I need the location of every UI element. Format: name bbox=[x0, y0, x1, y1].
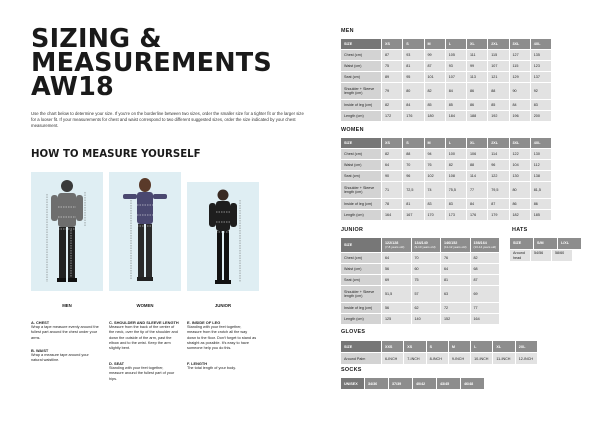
step-heading: D. SEAT bbox=[109, 361, 125, 366]
table-cell: 81 bbox=[441, 275, 470, 285]
table-cell: 85 bbox=[488, 100, 508, 110]
table-cell: 72,5 bbox=[403, 182, 423, 198]
row-label: Length (cm) bbox=[341, 111, 381, 121]
row-label: Waist (cm) bbox=[341, 61, 381, 71]
men-caption: MEN bbox=[62, 303, 72, 308]
table-row bbox=[341, 286, 499, 302]
table-cell: 115 bbox=[510, 61, 530, 71]
table-cell: 108 bbox=[446, 171, 466, 181]
table-cell: 185 bbox=[531, 210, 551, 220]
header-cell: UNISEX bbox=[341, 378, 364, 389]
header-cell: L/XL bbox=[558, 238, 581, 249]
table-cell: 62 bbox=[412, 303, 441, 313]
gloves-section-title: GLOVES bbox=[341, 329, 366, 335]
table-cell: 76 bbox=[425, 160, 445, 170]
step-heading: F. LENGTH bbox=[187, 361, 208, 366]
row-label: Waist (cm) bbox=[341, 264, 381, 274]
row-label: Length (cm) bbox=[341, 210, 381, 220]
table-cell: 58/60 bbox=[552, 250, 572, 261]
step-length bbox=[187, 361, 257, 371]
row-label: Around Palm bbox=[341, 353, 381, 364]
row-label: Length (cm) bbox=[341, 314, 381, 324]
table-cell: 69 bbox=[382, 275, 411, 285]
table-row bbox=[341, 210, 551, 220]
table-cell: 86 bbox=[467, 100, 487, 110]
step-text: Wrap a tape measure evenly around the fullest part around the chest under your arms. bbox=[31, 325, 99, 340]
table-cell: 88 bbox=[488, 83, 508, 99]
table-cell: 71 bbox=[382, 182, 402, 198]
table-header-row bbox=[341, 378, 484, 389]
header-cell: SIZE bbox=[341, 39, 381, 49]
header-cell: XL bbox=[467, 39, 487, 49]
table-cell: 7-INCH bbox=[404, 353, 425, 364]
table-cell: 70 bbox=[403, 160, 423, 170]
header-cell: S bbox=[427, 341, 448, 352]
table-cell: 87 bbox=[488, 199, 508, 209]
header-cell: XS bbox=[404, 341, 425, 352]
size-label: 122/128 bbox=[385, 240, 399, 245]
table-cell: 96 bbox=[403, 171, 423, 181]
table-cell: 82 bbox=[425, 83, 445, 99]
table-row bbox=[341, 50, 551, 60]
table-cell: 64 bbox=[382, 253, 411, 263]
table-cell: 188 bbox=[467, 111, 487, 121]
table-row bbox=[341, 275, 499, 285]
table-cell: 9-INCH bbox=[449, 353, 470, 364]
men-section-title: MEN bbox=[341, 28, 354, 34]
table-cell: 107 bbox=[446, 72, 466, 82]
men-figure-illustration bbox=[31, 172, 103, 291]
header-cell: 2XL bbox=[488, 138, 508, 148]
table-cell: 85 bbox=[425, 100, 445, 110]
step-text: Standing with your feet together, measure from the crotch all the way down to the floor. Don't forget to stand as straight as possible. It's easy to have someone help you do this. bbox=[187, 325, 257, 351]
header-cell: XL bbox=[467, 138, 487, 148]
table-cell: 106 bbox=[467, 149, 487, 159]
header-cell: 3XL bbox=[510, 39, 530, 49]
table-cell: 10-INCH bbox=[471, 353, 492, 364]
header-cell: M bbox=[425, 138, 445, 148]
table-cell: 176 bbox=[403, 111, 423, 121]
intro-text: Use the chart below to determine your size. If you're on the borderline between two sizes, order the smaller size for a tighter fit or the larger size for a looser fit. If your measurements for chest and waist correspond to two different suggested sizes, order the size indicated by your chest measurement. bbox=[31, 111, 304, 128]
row-label: Chest (cm) bbox=[341, 149, 381, 159]
table-header-row bbox=[341, 138, 551, 148]
table-cell: 79 bbox=[382, 83, 402, 99]
row-label: Shoulder + Sleeve length (cm) bbox=[341, 83, 381, 99]
row-label: Seat (cm) bbox=[341, 275, 381, 285]
table-row bbox=[341, 160, 551, 170]
table-row bbox=[341, 303, 499, 313]
table-cell: 113 bbox=[467, 72, 487, 82]
step-text: The total length of your body. bbox=[187, 366, 236, 371]
table-cell: 60 bbox=[412, 264, 441, 274]
table-cell: 170 bbox=[425, 210, 445, 220]
header-cell: 4XL bbox=[531, 138, 551, 148]
table-row bbox=[510, 250, 581, 261]
table-cell: 93 bbox=[446, 61, 466, 71]
table-row bbox=[341, 83, 551, 99]
table-cell: 176 bbox=[467, 210, 487, 220]
header-cell: S bbox=[403, 138, 423, 148]
header-cell bbox=[441, 238, 470, 252]
table-header-row bbox=[341, 238, 499, 252]
table-cell: 79,5 bbox=[488, 182, 508, 198]
table-cell: 114 bbox=[488, 149, 508, 159]
women-model-photo bbox=[109, 172, 181, 291]
step-heading: E. INSIDE OF LEG bbox=[187, 320, 221, 325]
row-label: Chest (cm) bbox=[341, 253, 381, 263]
table-cell: 96 bbox=[488, 160, 508, 170]
step-text: Wrap a measure tape around your natural waistline. bbox=[31, 353, 89, 363]
title-line-1: SIZING & bbox=[31, 24, 162, 54]
header-cell bbox=[412, 238, 441, 252]
table-cell: 95 bbox=[403, 72, 423, 82]
table-cell: 69 bbox=[471, 286, 500, 302]
table-cell: 127 bbox=[510, 50, 530, 60]
table-cell: 172 bbox=[382, 111, 402, 121]
table-cell: 138 bbox=[531, 171, 551, 181]
header-cell: SIZE bbox=[510, 238, 533, 249]
row-label: Inside of leg (cm) bbox=[341, 199, 381, 209]
gloves-size-table bbox=[340, 340, 538, 365]
header-cell: S/M bbox=[534, 238, 557, 249]
table-row bbox=[341, 171, 551, 181]
table-cell: 114 bbox=[467, 171, 487, 181]
table-cell: 40/42 bbox=[413, 378, 436, 389]
table-cell: 122 bbox=[488, 171, 508, 181]
table-cell: 88 bbox=[403, 149, 423, 159]
table-cell: 99 bbox=[467, 61, 487, 71]
table-cell: 99 bbox=[425, 50, 445, 60]
header-cell: 4XL bbox=[531, 39, 551, 49]
table-cell: 105 bbox=[446, 50, 466, 60]
table-cell: 70 bbox=[412, 253, 441, 263]
table-cell: 43/45 bbox=[437, 378, 460, 389]
table-cell: 6-INCH bbox=[382, 353, 403, 364]
table-cell: 140 bbox=[412, 314, 441, 324]
table-cell: 68 bbox=[471, 264, 500, 274]
table-cell: 122 bbox=[510, 149, 530, 159]
table-header-row bbox=[341, 341, 537, 352]
row-label: Seat (cm) bbox=[341, 72, 381, 82]
row-label: Shoulder + Sleeve length (cm) bbox=[341, 182, 381, 198]
table-cell: 90 bbox=[382, 171, 402, 181]
step-chest bbox=[31, 320, 101, 341]
header-cell: XS bbox=[382, 138, 402, 148]
table-cell: 77 bbox=[467, 182, 487, 198]
table-cell: 87 bbox=[382, 50, 402, 60]
step-text: Measure from the back of the center of the neck, over the tip of the shoulder and down the outside of the arm, past the elbow and to the wrist. Keep the arm slightly bent. bbox=[109, 325, 178, 351]
table-cell: 84 bbox=[467, 199, 487, 209]
size-label: 134/140 bbox=[414, 240, 428, 245]
table-cell: 93 bbox=[403, 50, 423, 60]
table-cell: 180 bbox=[425, 111, 445, 121]
table-row bbox=[341, 253, 499, 263]
table-cell: 76 bbox=[441, 253, 470, 263]
step-waist bbox=[31, 348, 101, 364]
table-cell: 78 bbox=[382, 199, 402, 209]
junior-size-table bbox=[340, 237, 500, 325]
women-figure-illustration bbox=[109, 172, 181, 291]
junior-model-photo bbox=[187, 182, 259, 291]
table-cell: 75 bbox=[382, 61, 402, 71]
table-cell: 80 bbox=[403, 83, 423, 99]
table-cell: 54/56 bbox=[531, 250, 551, 261]
table-cell: 152 bbox=[441, 314, 470, 324]
table-cell: 92 bbox=[531, 83, 551, 99]
table-cell: 84 bbox=[446, 83, 466, 99]
age-label: (9-10 years old) bbox=[414, 245, 436, 249]
table-cell: 56 bbox=[382, 303, 411, 313]
table-cell: 82 bbox=[382, 149, 402, 159]
table-cell: 130 bbox=[531, 149, 551, 159]
table-cell: 72 bbox=[441, 303, 470, 313]
junior-caption: JUNIOR bbox=[214, 303, 232, 308]
row-label: Chest (cm) bbox=[341, 50, 381, 60]
step-text: Standing with your feet together, measure around the fullest part of your hips. bbox=[109, 366, 175, 381]
table-cell: 11-INCH bbox=[493, 353, 514, 364]
table-cell: 104 bbox=[510, 160, 530, 170]
row-label: Seat (cm) bbox=[341, 171, 381, 181]
step-heading: B. WAIST bbox=[31, 348, 49, 353]
table-cell: 46/48 bbox=[461, 378, 484, 389]
junior-figure-illustration bbox=[187, 182, 259, 291]
age-label: (7-8 years old) bbox=[385, 245, 405, 249]
table-cell: 80 bbox=[510, 182, 530, 198]
header-cell: S bbox=[403, 39, 423, 49]
table-cell: 135 bbox=[531, 50, 551, 60]
table-cell: 84 bbox=[510, 100, 530, 110]
table-cell: 196 bbox=[510, 111, 530, 121]
page-title bbox=[31, 24, 272, 102]
table-cell: 121 bbox=[488, 72, 508, 82]
table-row bbox=[341, 100, 551, 110]
header-cell bbox=[471, 238, 500, 252]
header-cell: M bbox=[425, 39, 445, 49]
header-cell: L bbox=[471, 341, 492, 352]
table-row bbox=[341, 61, 551, 71]
age-label: (11-12 years old) bbox=[444, 245, 467, 249]
table-row bbox=[341, 111, 551, 121]
table-cell: 164 bbox=[382, 210, 402, 220]
step-inside-leg bbox=[187, 320, 257, 351]
header-cell: SIZE bbox=[341, 138, 381, 148]
table-cell: 81 bbox=[403, 199, 423, 209]
header-cell: XXS bbox=[382, 341, 403, 352]
table-cell: 182 bbox=[510, 210, 530, 220]
table-header-row bbox=[510, 238, 581, 249]
row-label: Inside of leg (cm) bbox=[341, 100, 381, 110]
table-row bbox=[341, 149, 551, 159]
table-cell: 115 bbox=[488, 50, 508, 60]
row-label: Around head bbox=[510, 250, 530, 261]
step-heading: C. SHOULDER AND SLEEVE LENGTH bbox=[109, 320, 179, 325]
socks-size-table bbox=[340, 377, 485, 390]
header-cell: XL bbox=[493, 341, 514, 352]
row-label: Inside of leg (cm) bbox=[341, 303, 381, 313]
how-to-measure-title: HOW TO MEASURE YOURSELF bbox=[31, 149, 201, 160]
table-cell: 87 bbox=[471, 275, 500, 285]
table-cell: 90 bbox=[510, 83, 530, 99]
table-row bbox=[341, 314, 499, 324]
table-cell: 85 bbox=[446, 100, 466, 110]
table-cell: 82 bbox=[446, 160, 466, 170]
table-cell: 64 bbox=[441, 264, 470, 274]
age-label: (13-14 years old) bbox=[473, 245, 497, 249]
hats-section-title: HATS bbox=[512, 227, 528, 233]
table-cell: 88 bbox=[467, 160, 487, 170]
table-cell: 82 bbox=[471, 253, 500, 263]
table-cell: 56 bbox=[382, 264, 411, 274]
table-cell: 111 bbox=[467, 50, 487, 60]
table-cell: 167 bbox=[403, 210, 423, 220]
table-cell: 57 bbox=[412, 286, 441, 302]
header-cell: SIZE bbox=[341, 341, 381, 352]
table-cell: 112 bbox=[531, 160, 551, 170]
header-cell: 2XL bbox=[516, 341, 537, 352]
table-row bbox=[341, 353, 537, 364]
step-seat bbox=[109, 361, 179, 382]
header-cell: SIZE bbox=[341, 238, 381, 252]
title-line-3: AW18 bbox=[31, 72, 115, 102]
table-cell: 83 bbox=[446, 199, 466, 209]
table-cell: 94 bbox=[425, 149, 445, 159]
header-cell: M bbox=[449, 341, 470, 352]
table-cell: 86 bbox=[510, 199, 530, 209]
table-cell: 129 bbox=[510, 72, 530, 82]
table-cell: 123 bbox=[531, 61, 551, 71]
size-label: 146/152 bbox=[444, 240, 458, 245]
table-cell: 51,5 bbox=[382, 286, 411, 302]
table-cell: 75,5 bbox=[446, 182, 466, 198]
socks-section-title: SOCKS bbox=[341, 367, 362, 373]
table-cell: 82 bbox=[382, 100, 402, 110]
header-cell: L bbox=[446, 39, 466, 49]
junior-section-title: JUNIOR bbox=[341, 227, 364, 233]
table-cell: 8-INCH bbox=[427, 353, 448, 364]
table-cell: 130 bbox=[510, 171, 530, 181]
table-cell: 64 bbox=[382, 160, 402, 170]
hats-size-table bbox=[510, 238, 581, 261]
row-label: Shoulder + Sleeve length (cm) bbox=[341, 286, 381, 302]
table-cell: 84 bbox=[403, 100, 423, 110]
table-cell: 83 bbox=[425, 199, 445, 209]
women-size-table bbox=[340, 137, 552, 221]
table-cell: 37/39 bbox=[389, 378, 412, 389]
women-caption: WOMEN bbox=[136, 303, 154, 308]
table-cell: 75 bbox=[412, 275, 441, 285]
table-cell: 89 bbox=[382, 72, 402, 82]
table-cell: 77 bbox=[471, 303, 500, 313]
header-cell bbox=[382, 238, 411, 252]
table-cell: 83 bbox=[531, 100, 551, 110]
step-shoulder-sleeve bbox=[109, 320, 179, 351]
header-cell: L bbox=[446, 138, 466, 148]
table-cell: 101 bbox=[425, 72, 445, 82]
men-model-photo bbox=[31, 172, 103, 291]
table-row bbox=[341, 199, 551, 209]
size-label: 158/164 bbox=[473, 240, 487, 245]
header-cell: XS bbox=[382, 39, 402, 49]
table-cell: 107 bbox=[488, 61, 508, 71]
table-cell: 100 bbox=[446, 149, 466, 159]
table-cell: 125 bbox=[382, 314, 411, 324]
table-cell: 12-INCH bbox=[516, 353, 537, 364]
table-cell: 137 bbox=[531, 72, 551, 82]
table-header-row bbox=[341, 39, 551, 49]
table-cell: 81,5 bbox=[531, 182, 551, 198]
table-cell: 86 bbox=[531, 199, 551, 209]
step-heading: A. CHEST bbox=[31, 320, 50, 325]
table-cell: 164 bbox=[471, 314, 500, 324]
table-cell: 102 bbox=[425, 171, 445, 181]
table-cell: 86 bbox=[467, 83, 487, 99]
table-cell: 87 bbox=[425, 61, 445, 71]
table-row bbox=[341, 264, 499, 274]
table-cell: 74 bbox=[425, 182, 445, 198]
women-section-title: WOMEN bbox=[341, 127, 364, 133]
table-row bbox=[341, 72, 551, 82]
table-cell: 81 bbox=[403, 61, 423, 71]
table-row bbox=[341, 182, 551, 198]
header-cell: 2XL bbox=[488, 39, 508, 49]
table-cell: 173 bbox=[446, 210, 466, 220]
row-label: Waist (cm) bbox=[341, 160, 381, 170]
table-cell: 192 bbox=[488, 111, 508, 121]
table-cell: 179 bbox=[488, 210, 508, 220]
table-cell: 184 bbox=[446, 111, 466, 121]
men-size-table bbox=[340, 38, 552, 122]
table-cell: 34/36 bbox=[365, 378, 388, 389]
title-line-2: MEASUREMENTS bbox=[31, 48, 272, 78]
table-cell: 200 bbox=[531, 111, 551, 121]
header-cell: 3XL bbox=[510, 138, 530, 148]
table-cell: 63 bbox=[441, 286, 470, 302]
